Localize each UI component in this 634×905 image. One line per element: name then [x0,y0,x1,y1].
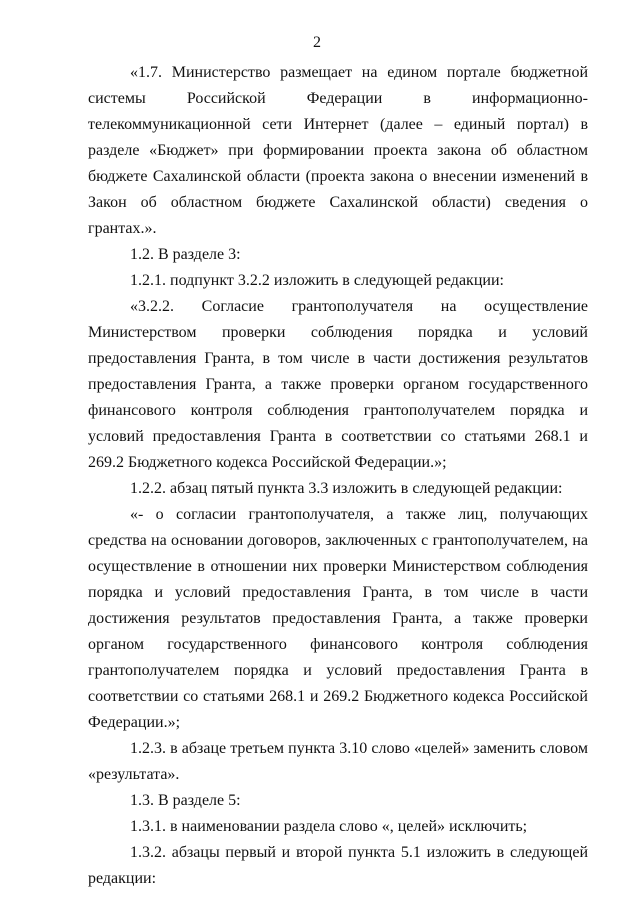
paragraph-1-2-1: 1.2.1. подпункт 3.2.2 изложить в следующей редакции: [130,272,504,289]
paragraph-1-2-3: 1.2.3. в абзаце третьем пункта 3.10 слово «целей» заменить словом «результата». [88,740,588,783]
paragraph-3-2-2: «3.2.2. Согласие грантополучателя на осуществление Министерством проверки соблюдения порядка и условий предоставления Гранта, в том числе в части достижения результатов предоставления Гранта, а также проверки органом государственного финансового контроля соблюдения грантополучателем порядка и условий предоставления Гранта в соответствии со статьями 268.1 и 269.2 Бюджетного кодекса Российской Федерации.»; [88,298,588,471]
page-number: 2 [313,34,321,51]
paragraph-1-7: «1.7. Министерство размещает на едином портале бюджетной системы Российской Федерации в информационно-телекоммуникационной сети Интернет (далее – единый портал) в разделе «Бюджет» при формировании проекта закона об областном бюджете Сахалинской области (проекта закона о внесении изменений в Закон об областном бюджете Сахалинской области) сведения о грантах.». [88,64,588,237]
paragraph-1-2: 1.2. В разделе 3: [130,246,241,263]
paragraph-1-3: 1.3. В разделе 5: [130,792,241,809]
paragraph-1-3-2: 1.3.2. абзацы первый и второй пункта 5.1 изложить в следующей редакции: [88,844,588,887]
document-body [88,60,588,892]
paragraph-1-3-1: 1.3.1. в наименовании раздела слово «, целей» исключить; [130,818,528,835]
paragraph-1-2-2: 1.2.2. абзац пятый пункта 3.3 изложить в следующей редакции: [130,480,563,497]
paragraph-consent: «- о согласии грантополучателя, а также лиц, получающих средства на основании договоров, заключенных с грантополучателем, на осуществление в отношении них проверки Министерством соблюдения порядка и условий предоставления Гранта, в том числе в части достижения результатов предоставления Гранта, а также проверки органом государственного финансового контроля соблюдения грантополучателем порядка и условий предоставления Гранта в соответствии со статьями 268.1 и 269.2 Бюджетного кодекса Российской Федерации.»; [88,506,588,731]
